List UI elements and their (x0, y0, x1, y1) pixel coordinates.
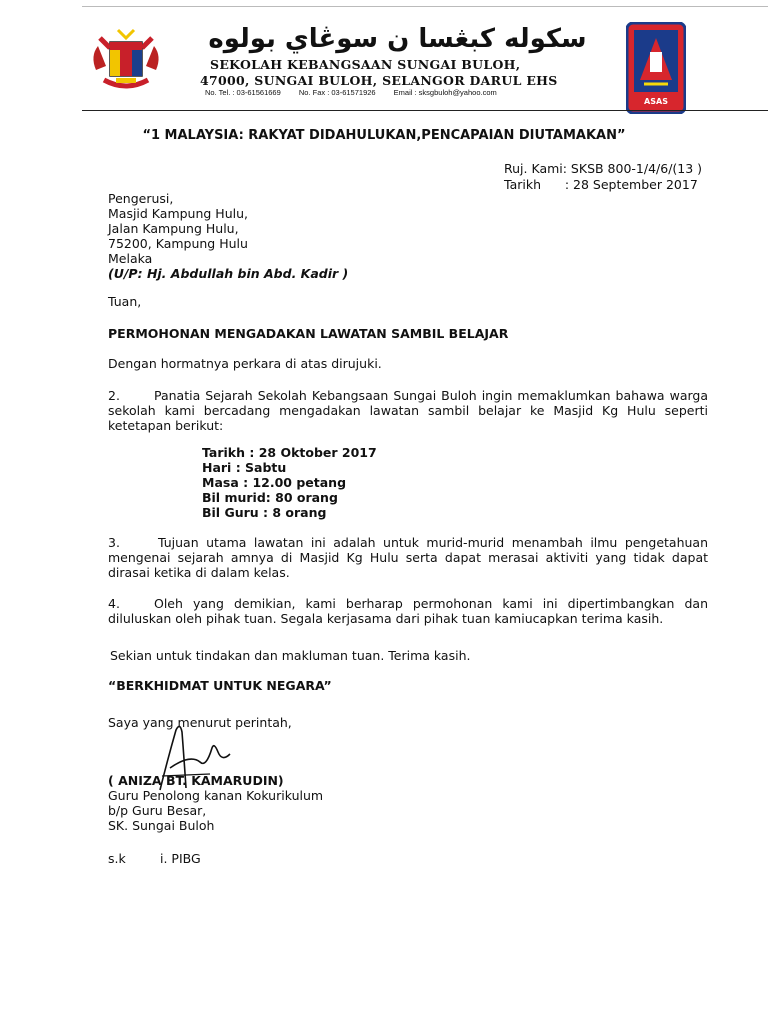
reference-number: Ruj. Kami: SKSB 800-1/4/6/(13 ) (504, 161, 703, 176)
sign-off: Saya yang menurut perintah, (108, 715, 292, 730)
signatory-name: ( ANIZA BT. KAMARUDIN) (108, 773, 284, 788)
paragraph-number: 2. (108, 388, 120, 403)
paragraph-2 (108, 388, 708, 433)
closing-line: Sekian untuk tindakan dan makluman tuan. Terima kasih. (110, 648, 471, 663)
cc-label: s.k (108, 851, 126, 866)
fax: No. Fax : 03-61571926 (298, 88, 376, 97)
recipient-line: 75200, Kampung Hulu (108, 236, 248, 251)
letterhead-divider (82, 110, 768, 111)
recipient-line: Melaka (108, 251, 153, 266)
paragraph-text: Oleh yang demikian, kami berharap permohonan kami ini dipertimbangkan dan diluluskan oleh pihak tuan. Segala kerjasama dari pihak tuan kamiucapkan terima kasih. (108, 596, 708, 626)
recipient-line: Jalan Kampung Hulu, (108, 221, 239, 236)
opening-line: Dengan hormatnya perkara di atas dirujuki. (108, 356, 382, 371)
attention-line: (U/P: Hj. Abdullah bin Abd. Kadir ) (108, 266, 349, 281)
telephone: No. Tel. : 03-61561669 (205, 88, 281, 97)
school-address: 47000, SUNGAI BULOH, SELANGOR DARUL EHS (200, 73, 558, 88)
reference-block (504, 161, 702, 193)
detail-students: Bil murid: 80 orang (202, 490, 338, 505)
paragraph-4 (108, 596, 708, 626)
detail-time: Masa : 12.00 petang (202, 475, 347, 490)
paragraph-3 (108, 535, 708, 580)
coat-of-arms-icon (88, 26, 164, 96)
recipient-line: Masjid Kampung Hulu, (108, 206, 249, 221)
paragraph-text: Panatia Sejarah Sekolah Kebangsaan Sungai Buloh ingin memaklumkan bahawa warga sekolah kami bercadang mengadakan lawatan sambil belajar ke Masjid Kg Hulu seperti ketetapan berikut: (108, 388, 708, 433)
paragraph-number: 3. (108, 535, 120, 550)
salutation: Tuan, (108, 294, 142, 309)
jawi-school-name: سكوله كبڠسا ن سوڠاي بولوه (208, 24, 587, 54)
paragraph-number: 4. (108, 596, 120, 611)
paragraph-text: Tujuan utama lawatan ini adalah untuk murid-murid menambah ilmu pengetahuan mengenai sejarah amnya di Masjid Kg Hulu serta dapat merasai aktiviti yang tidak dapat dirasai ketika di dalam kelas. (108, 535, 708, 580)
contact-line (205, 88, 513, 97)
email: Email : sksgbuloh@yahoo.com (393, 88, 497, 97)
motto: “1 MALAYSIA: RAKYAT DIDAHULUKAN,PENCAPAIAN DIUTAMAKAN” (142, 128, 626, 143)
detail-date: Tarikh : 28 Oktober 2017 (202, 445, 377, 460)
logo-text: ASAS (644, 97, 668, 106)
school-logo-icon (626, 22, 686, 114)
detail-day: Hari : Sabtu (202, 460, 287, 475)
recipient-address (108, 191, 348, 281)
signature-block (108, 773, 323, 833)
letter-date: Tarikh : 28 September 2017 (504, 177, 698, 192)
signatory-title: Guru Penolong kanan Kokurikulum (108, 788, 324, 803)
school-name: SEKOLAH KEBANGSAAN SUNGAI BULOH, (210, 57, 521, 72)
detail-teachers: Bil Guru : 8 orang (202, 505, 327, 520)
visit-details (202, 445, 377, 520)
recipient-line: Pengerusi, (108, 191, 174, 206)
cc-block (108, 851, 201, 866)
letter-subject: PERMOHONAN MENGADAKAN LAWATAN SAMBIL BELAJAR (108, 326, 509, 341)
top-edge-line (82, 6, 768, 7)
signatory-school: SK. Sungai Buloh (108, 818, 215, 833)
cc-item: i. PIBG (160, 851, 201, 866)
signatory-on-behalf: b/p Guru Besar, (108, 803, 207, 818)
slogan: “BERKHIDMAT UNTUK NEGARA” (108, 678, 332, 693)
